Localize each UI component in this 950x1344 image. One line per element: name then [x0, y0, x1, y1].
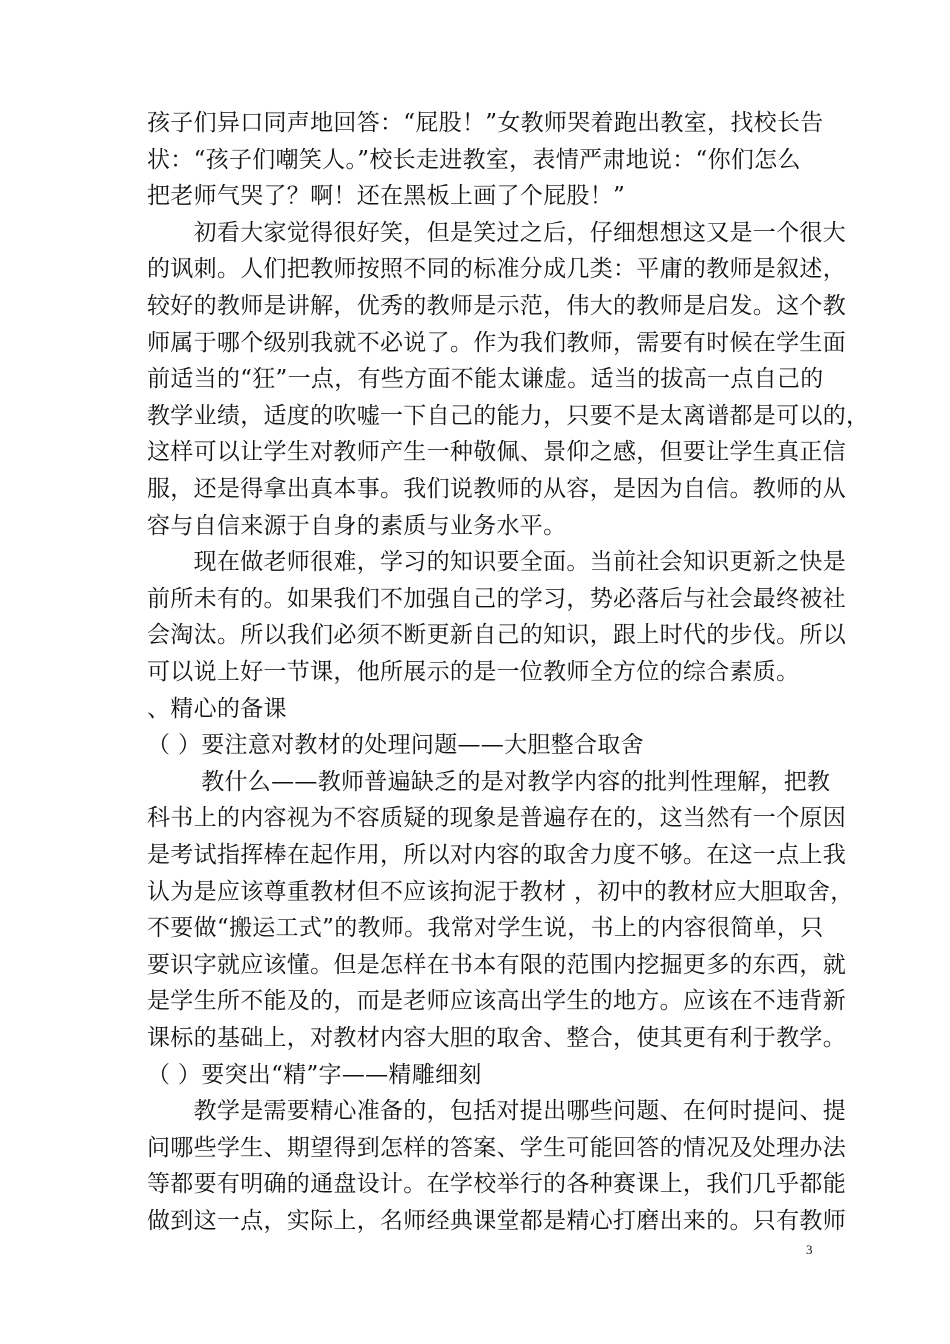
text-line: 现在做老师很难，学习的知识要全面。当前社会知识更新之快是	[147, 549, 846, 576]
text-line: 教学业绩，适度的吹嘘一下自己的能力，只要不是太离谱都是可以的，	[147, 402, 870, 429]
text-line: 教学是需要精心准备的，包括对提出哪些问题、在何时提问、提	[147, 1098, 846, 1125]
page-number: 3	[806, 1242, 813, 1257]
text-line: 等都要有明确的通盘设计。在学校举行的各种赛课上，我们几乎都能	[147, 1171, 846, 1198]
text-line: 前所未有的。如果我们不加强自己的学习，势必落后与社会最终被社	[147, 585, 846, 612]
text-line: 可以说上好一节课，他所展示的是一位教师全方位的综合素质。	[147, 659, 800, 685]
text-line: 科书上的内容视为不容质疑的现象是普遍存在的，这当然有一个原因	[147, 805, 846, 832]
text-line: 的讽刺。人们把教师按照不同的标准分成几类：平庸的教师是叙述，	[147, 256, 846, 283]
text-line: 状：“孩子们嘲笑人。”校长走进教室，表情严肃地说：“你们怎么	[147, 146, 801, 173]
text-line: 是考试指挥棒在起作用，所以对内容的取舍力度不够。在这一点上我	[147, 842, 846, 868]
text-line: 师属于哪个级别我就不必说了。作为我们教师，需要有时候在学生面	[147, 329, 846, 356]
text-line: 前适当的“狂”一点，有些方面不能太谦虚。适当的拔高一点自己的	[147, 366, 824, 393]
text-line: 容与自信来源于自身的素质与业务水平。	[147, 512, 567, 539]
text-line: 孩子们异口同声地回答：“屁股！”女教师哭着跑出教室，找校长告	[147, 110, 824, 136]
text-line: 会淘汰。所以我们必须不断更新自己的知识，跟上时代的步伐。所以	[147, 622, 846, 649]
text-line: 较好的教师是讲解，优秀的教师是示范，伟大的教师是启发。这个教	[147, 293, 846, 319]
text-line: 把老师气哭了？啊！还在黑板上画了个屁股！”	[147, 183, 626, 210]
text-line: 服，还是得拿出真本事。我们说教师的从容，是因为自信。教师的从	[147, 476, 846, 502]
text-line: （ ）要突出“精”字——精雕细刻	[147, 1061, 482, 1088]
text-line: 课标的基础上，对教材内容大胆的取舍、整合，使其更有利于教学。	[147, 1025, 846, 1051]
text-line: 教什么——教师普遍缺乏的是对教学内容的批判性理解，把教	[147, 768, 831, 795]
text-line: 做到这一点，实际上，名师经典课堂都是精心打磨出来的。只有教师	[147, 1208, 846, 1234]
text-line: 认为是应该尊重教材但不应该拘泥于教材 ，初中的教材应大胆取舍，	[147, 878, 854, 905]
text-line: 问哪些学生、期望得到怎样的答案、学生可能回答的情况及处理办法	[147, 1134, 846, 1161]
text-line: 这样可以让学生对教师产生一种敬佩、景仰之感，但要让学生真正信	[147, 439, 846, 466]
text-line: 、精心的备课	[147, 695, 287, 722]
text-line: （ ）要注意对教材的处理问题——大胆整合取舍	[147, 732, 644, 759]
text-line: 初看大家觉得很好笑，但是笑过之后，仔细想想这又是一个很大	[147, 219, 846, 246]
text-line: 是学生所不能及的，而是老师应该高出学生的地方。应该在不违背新	[147, 988, 846, 1015]
text-line: 不要做“搬运工式”的教师。我常对学生说，书上的内容很简单，只	[147, 915, 824, 942]
text-line: 要识字就应该懂。但是怎样在书本有限的范围内挖掘更多的东西，就	[147, 951, 846, 978]
